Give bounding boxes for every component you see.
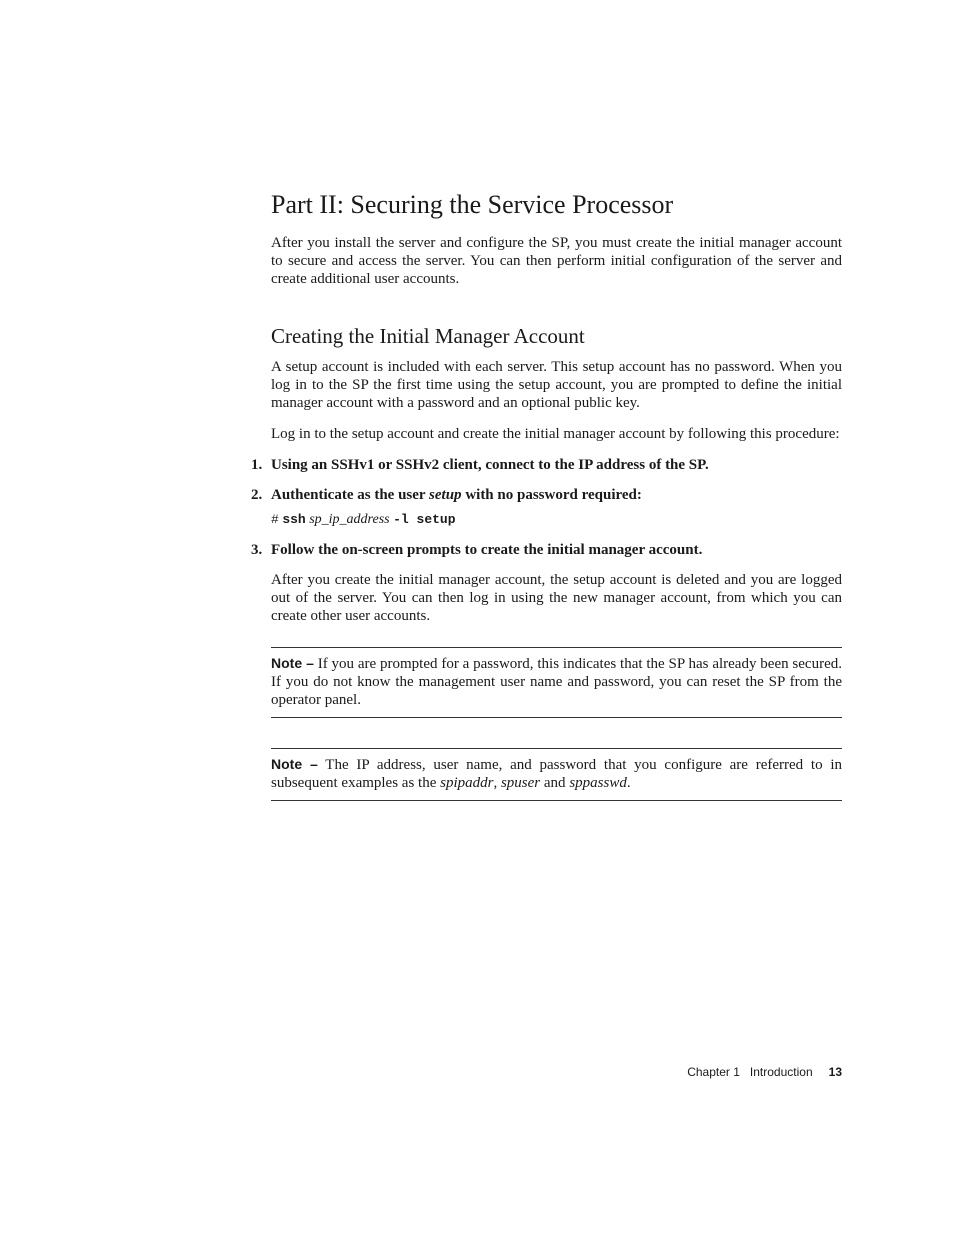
term-sppasswd: sppasswd bbox=[569, 775, 627, 791]
page-content bbox=[251, 188, 842, 801]
footer-chapter: Chapter 1 bbox=[687, 1065, 740, 1079]
note-box bbox=[271, 647, 842, 718]
command-arguments: -l setup bbox=[393, 512, 456, 527]
procedure-steps bbox=[251, 456, 842, 559]
shell-prompt: # bbox=[271, 512, 279, 527]
note-body: If you are prompted for a password, this indicates that the SP has already been secured. If you do not know the management user name and password, you can reset the SP from the operator panel. bbox=[271, 656, 842, 708]
intro-paragraph: After you install the server and configure the SP, you must create the initial manager account to secure and access the server. You can then perform initial configuration of the server and create additional user accounts. bbox=[271, 235, 842, 287]
separator: and bbox=[540, 775, 570, 791]
part-title: Part II: Securing the Service Processor bbox=[271, 190, 674, 219]
term-spipaddr: spipaddr bbox=[440, 775, 494, 791]
section-title: Creating the Initial Manager Account bbox=[271, 324, 585, 348]
ssh-command bbox=[271, 511, 842, 529]
step-text-post: with no password required: bbox=[461, 487, 642, 503]
step-number: 2. bbox=[251, 487, 263, 503]
page-number: 13 bbox=[828, 1065, 842, 1079]
note-label: Note – bbox=[271, 756, 318, 772]
step-text: Follow the on-screen prompts to create the initial manager account. bbox=[271, 542, 703, 558]
footer-chapter-title: Introduction bbox=[749, 1065, 813, 1079]
command-name: ssh bbox=[282, 512, 306, 527]
step-text bbox=[271, 487, 642, 503]
term-spuser: spuser bbox=[500, 775, 541, 791]
after-step-paragraph: After you create the initial manager account, the setup account is deleted and you are logged out of the server. You can then log in using the new manager account, from which you can create other user accounts. bbox=[271, 572, 842, 624]
sentence-end: . bbox=[626, 775, 631, 791]
step-number: 1. bbox=[251, 457, 263, 473]
step-number: 3. bbox=[251, 542, 263, 558]
separator: , bbox=[493, 775, 501, 791]
step-text: Using an SSHv1 or SSHv2 client, connect to the IP address of the SP. bbox=[271, 457, 709, 473]
procedure-intro-paragraph: Log in to the setup account and create the initial manager account by following this procedure: bbox=[271, 426, 840, 442]
setup-user-name: setup bbox=[429, 487, 462, 503]
note-text bbox=[271, 755, 842, 792]
step-text-pre: Authenticate as the user bbox=[271, 487, 430, 503]
note-body: The IP address, user name, and password that you configure are referred to in subsequent examples as the bbox=[271, 757, 842, 791]
note-text bbox=[271, 654, 842, 709]
step-1 bbox=[251, 456, 842, 474]
step-2 bbox=[251, 486, 842, 529]
page-footer bbox=[687, 1064, 842, 1080]
note-label: Note – bbox=[271, 655, 314, 671]
step-3 bbox=[251, 541, 842, 559]
note-box bbox=[271, 748, 842, 801]
command-variable: sp_ip_address bbox=[309, 512, 390, 527]
setup-account-paragraph: A setup account is included with each server. This setup account has no password. When you log in to the SP the first time using the setup account, you are prompted to define the initial manager account with a password and an optional public key. bbox=[271, 359, 842, 411]
